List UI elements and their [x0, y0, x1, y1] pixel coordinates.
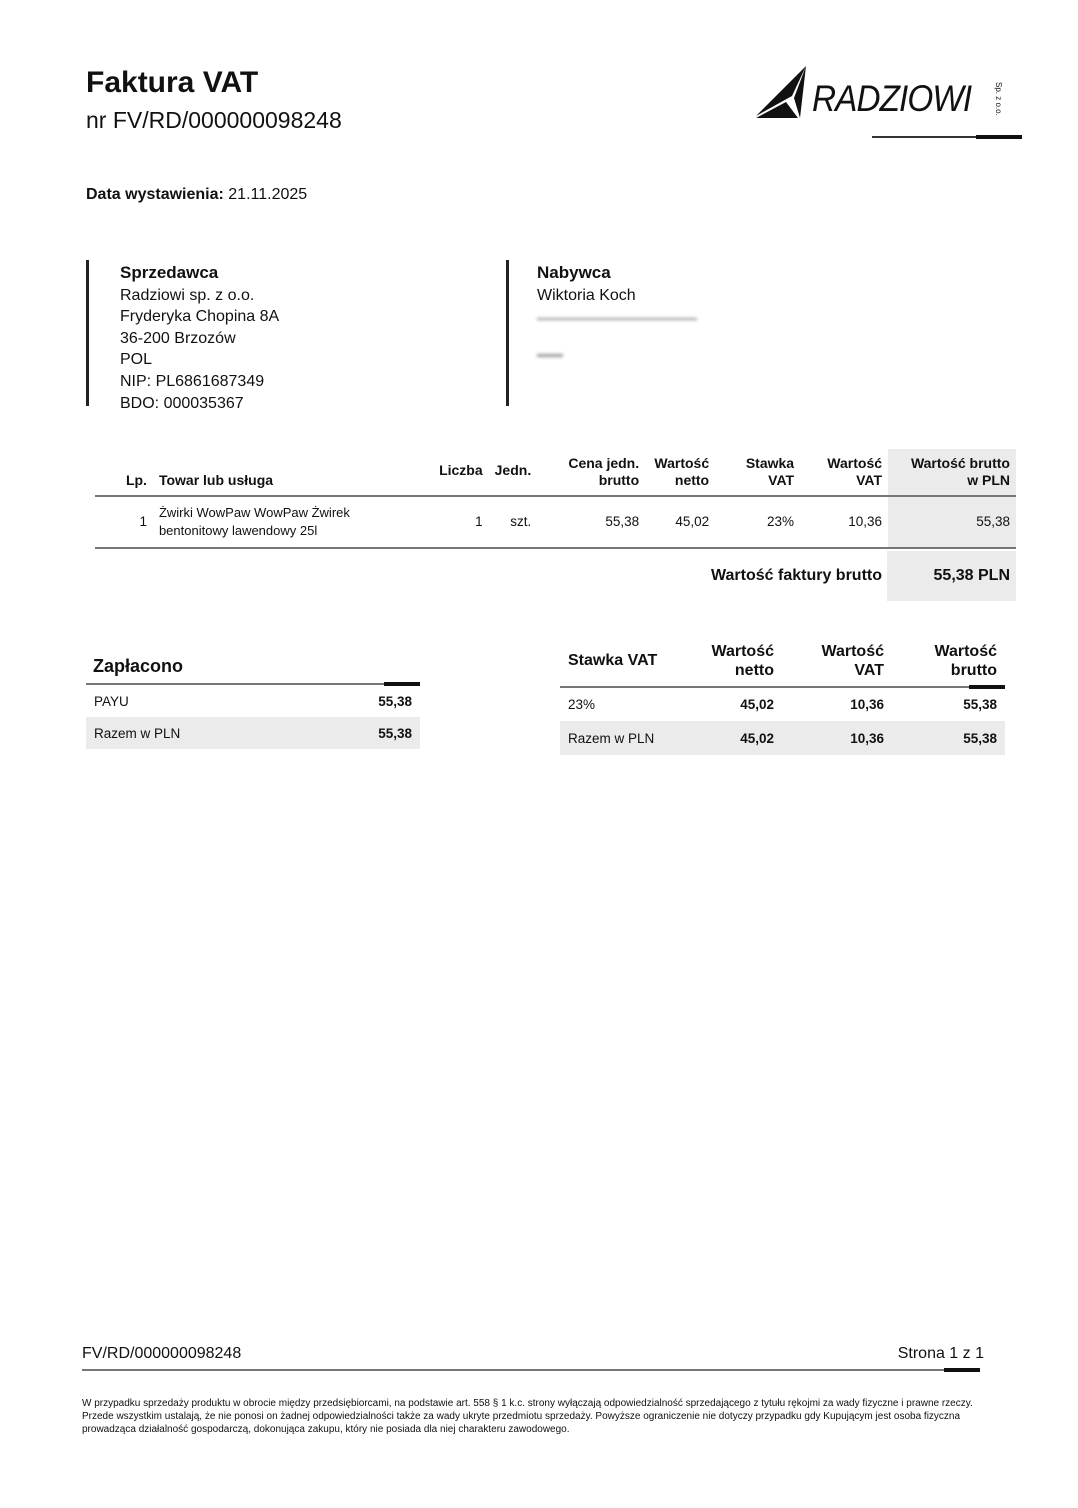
paid-heading-mark [384, 682, 420, 686]
table-row [560, 687, 1005, 721]
issue-date-value: 21.11.2025 [228, 186, 308, 203]
paid-total-label: Razem w PLN [94, 725, 181, 741]
col-net: Wartość netto [645, 449, 715, 496]
vat-cell-rate: 23% [568, 697, 596, 712]
buyer-heading: Nabywca [537, 263, 611, 282]
footer-doc-id: FV/RD/000000098248 [82, 1345, 242, 1362]
buyer-redacted-line [537, 306, 707, 327]
vat-summary-table [560, 640, 1005, 755]
seller-heading: Sprzedawca [120, 263, 219, 282]
col-unit: Jedn. [489, 449, 538, 496]
vat-cell-vat: 10,36 [850, 697, 884, 712]
list-item [86, 717, 420, 749]
cell-net: 45,02 [645, 496, 715, 548]
paid-total-amount: 55,38 [378, 725, 412, 741]
invoice-total-value: 55,38 PLN [887, 551, 1016, 601]
col-vat-rate: Stawka VAT [715, 449, 800, 496]
cell-gross: 55,38 [888, 496, 1016, 548]
col-product: Towar lub usługa [153, 449, 421, 496]
seller-line: 36-200 Brzozów [120, 329, 236, 347]
seller-line: POL [120, 351, 153, 369]
footer-divider [82, 1369, 980, 1371]
invoice-number: nr FV/RD/000000098248 [86, 107, 342, 133]
vat-col-gross: Wartość brutto [892, 640, 1005, 687]
vat-cell-rate: Razem w PLN [560, 721, 695, 755]
vat-cell-gross: 55,38 [963, 697, 997, 712]
table-row [560, 721, 1005, 755]
seller-block [86, 262, 279, 414]
paid-method: PAYU [94, 693, 129, 709]
seller-line: BDO: 000035367 [120, 394, 244, 412]
invoice-title: Faktura VAT [86, 66, 259, 99]
table-row [95, 496, 1016, 548]
cell-vat-rate: 23% [715, 496, 800, 548]
vat-cell-net: 45,02 [740, 697, 774, 712]
vat-cell-gross: 55,38 [892, 721, 1005, 755]
vat-col-vat: Wartość VAT [782, 640, 892, 687]
paid-amount: 55,38 [378, 693, 412, 709]
paid-heading: Zapłacono [86, 656, 420, 685]
seller-line: Radziowi sp. z o.o. [120, 286, 255, 304]
buyer-redacted-line [537, 354, 577, 375]
logo-arrow-icon [756, 66, 810, 122]
cell-unit: szt. [489, 496, 538, 548]
logo-suffix-text: Sp. z o.o. [994, 82, 1003, 116]
cell-vat-value: 10,36 [800, 496, 888, 548]
vat-cell-net: 45,02 [695, 721, 782, 755]
col-gross: Wartość brutto w PLN [888, 449, 1016, 496]
vat-heading-mark [969, 685, 1005, 689]
vat-cell-vat: 10,36 [782, 721, 892, 755]
logo-brand-text: RADZIOWI [812, 78, 972, 119]
seller-line: Fryderyka Chopina 8A [120, 308, 280, 326]
col-vat-value: Wartość VAT [800, 449, 888, 496]
buyer-block [506, 262, 707, 375]
seller-line: NIP: PL6861687349 [120, 372, 265, 390]
vat-col-net: Wartość netto [695, 640, 782, 687]
seller-bar [86, 260, 89, 406]
paid-section [86, 656, 420, 749]
company-logo [756, 64, 1022, 140]
issue-date-line [86, 186, 307, 204]
col-qty: Liczba [421, 449, 489, 496]
logo-underline-mark [976, 135, 1022, 139]
cell-product: Żwirki WowPaw WowPaw Żwirek bentonitowy lawendowy 25l [153, 496, 421, 548]
issue-date-label: Data wystawienia: [86, 186, 224, 203]
col-lp: Lp. [95, 449, 153, 496]
cell-unit-price: 55,38 [537, 496, 645, 548]
cell-lp: 1 [95, 496, 153, 548]
buyer-name: Wiktoria Koch [537, 286, 636, 304]
invoice-total [95, 551, 1016, 601]
col-unit-price: Cena jedn. brutto [537, 449, 645, 496]
vat-col-rate: Stawka VAT [560, 640, 695, 687]
cell-qty: 1 [421, 496, 489, 548]
footer-page-number: Strona 1 z 1 [897, 1345, 984, 1362]
footer-disclaimer: W przypadku sprzedaży produktu w obrocie między przedsiębiorcami, na podstawie art. 558 § 1 k.c. strony wyłączają odpowiedzialność sprzedającego z tytułu rękojmi za wady fizyczne i prawne rzeczy. Przede wszystkim ustalają, że nie ponosi on żadnej odpowiedzialności także za wady ukryte przedmiotu sprzedaży. Powyższe ograniczenie nie dotyczy przypadku gdy Kupującym jest osoba fizyczna prowadząca działalność gospodarczą, dokonująca zakupu, który nie posiada dla niej charakteru zawodowego. [82, 1398, 973, 1435]
buyer-bar [506, 260, 509, 406]
list-item [86, 685, 420, 717]
footer-divider-mark [944, 1368, 980, 1372]
items-table [95, 449, 1016, 549]
invoice-total-label: Wartość faktury brutto [711, 567, 882, 584]
